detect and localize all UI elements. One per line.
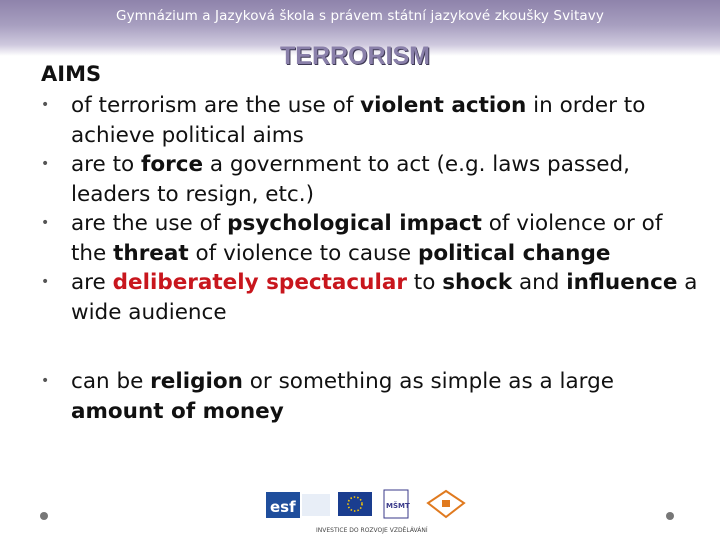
- bullet-dot: •: [41, 274, 50, 290]
- bullet-emphasis: political change: [417, 240, 611, 266]
- bullet-emphasis: threat: [113, 240, 189, 266]
- bullet-item: [40, 367, 700, 426]
- bullet-emphasis: psychological impact: [227, 211, 482, 236]
- msmt-logo-text: MŠMT: [386, 502, 410, 510]
- bullet-dot: •: [41, 215, 50, 231]
- bullet-list: [40, 91, 700, 426]
- bullet-text: of terrorism are the use of: [71, 93, 361, 118]
- op-logo: [428, 491, 464, 517]
- bullet-emphasis: violent action: [360, 93, 527, 118]
- logo-caption: INVESTICE DO ROZVOJE VZDĚLÁVÁNÍ: [316, 527, 428, 534]
- msmt-logo: [384, 490, 410, 518]
- bullet-dot: •: [41, 97, 50, 113]
- bullet-emphasis: amount of money: [71, 398, 284, 424]
- bullet-text: can be: [71, 369, 151, 394]
- bullet-dot: •: [41, 373, 50, 389]
- bullet-text: a wide audience: [71, 270, 698, 325]
- bullet-text: to: [406, 270, 443, 295]
- eu-flag-logo: [338, 492, 372, 516]
- footer-right-dot: [666, 512, 674, 520]
- bullet-item: [40, 268, 700, 327]
- bullet-emphasis: deliberately spectacular: [112, 270, 407, 295]
- bullet-text: a government to act (e.g. laws passed, leaders to resign, etc.): [71, 152, 630, 207]
- bullet-text: are: [71, 270, 113, 295]
- eu-funding-logos: [266, 488, 496, 536]
- bullet-emphasis: shock: [442, 270, 513, 295]
- bullet-item: [40, 209, 700, 268]
- bullet-item: [40, 150, 700, 209]
- esf-logo-text: esf: [270, 498, 296, 516]
- bullet-text: are the use of: [71, 211, 228, 236]
- bullet-emphasis: force: [141, 152, 204, 177]
- section-heading: AIMS: [41, 62, 102, 86]
- bullet-emphasis: religion: [150, 369, 243, 394]
- bullet-dot: •: [41, 156, 50, 172]
- esf-logo: [266, 492, 330, 518]
- bullet-text: of violence or of the: [71, 211, 663, 266]
- bullet-text: or something as simple as a large: [242, 369, 614, 394]
- bullet-text: of violence to cause: [188, 240, 418, 266]
- bullet-text: and: [512, 270, 567, 295]
- bullet-text: are to: [71, 152, 142, 177]
- bullet-item: [40, 91, 700, 150]
- footer-left-dot: [40, 512, 48, 520]
- bullet-emphasis: influence: [566, 270, 678, 295]
- school-name: Gymnázium a Jazyková škola s právem státní jazykové zkoušky Svitavy: [116, 8, 604, 24]
- bullet-text: in order to achieve political aims: [71, 93, 646, 148]
- slide-title: TERRORISM: [280, 42, 430, 70]
